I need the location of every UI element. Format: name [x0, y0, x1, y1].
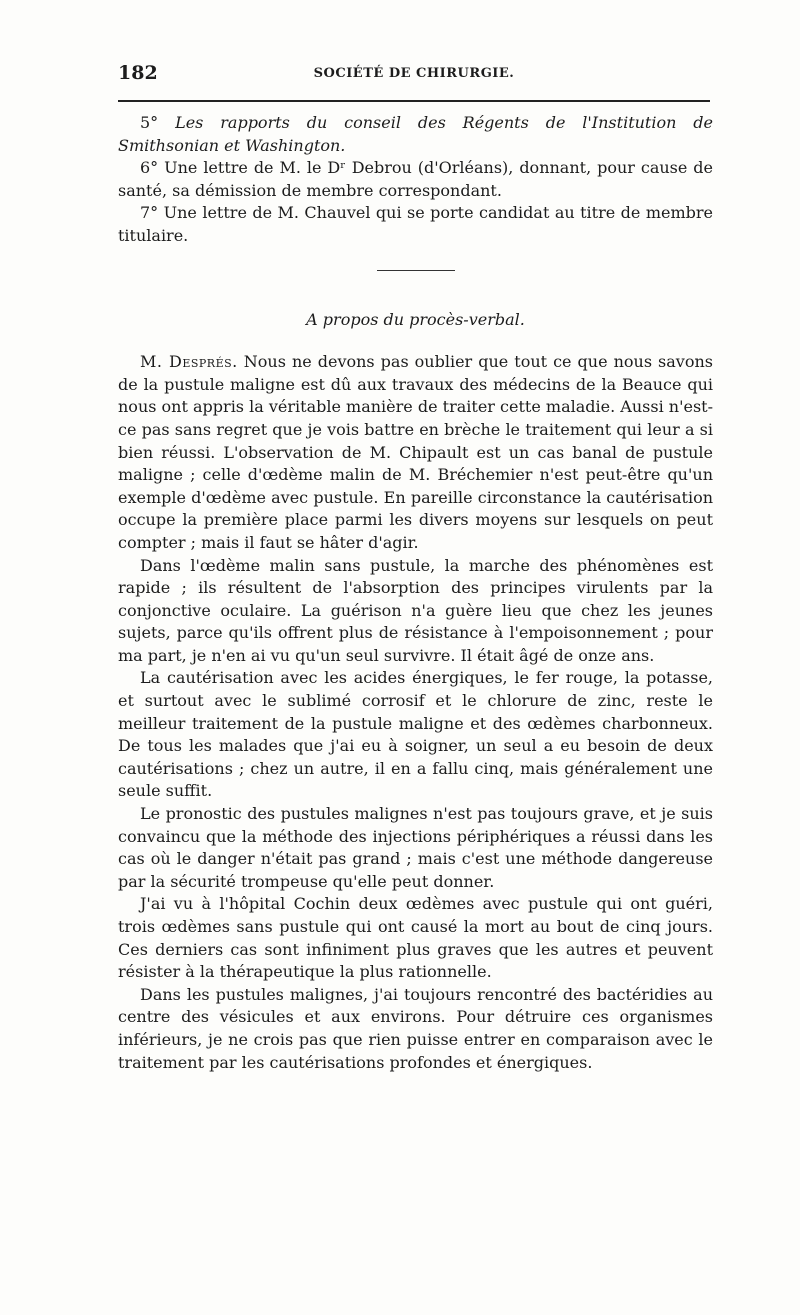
running-title: SOCIÉTÉ DE CHIRURGIE.	[313, 66, 515, 81]
paragraph: Le pronostic des pustules malignes n'est pas toujours grave, et je suis convaincu que la méthode des injections périphériques a réussi dans les cas où le danger n'était pas grand ; mais c'est une méthode dangereuse par la sécurité trompeuse qu'elle peut donner.	[118, 804, 713, 891]
list-item-text: Les rapports du conseil des Régents de l'Institution de Smithsonian et Washington.	[118, 113, 714, 155]
list-item-number: 5°	[140, 113, 159, 132]
list-item-number: 7°	[140, 203, 159, 223]
list-item-6	[118, 157, 713, 202]
list-item-number: 6°	[140, 158, 159, 178]
paragraph-text: Nous ne devons pas oublier que tout ce que nous savons de la pustule maligne est dû aux travaux des médecins de la Beauce qui nous ont appris la véritable manière de traiter cette maladie. Aussi n'est-ce pas sans regret que je vois battre en brèche le traitement qui leur a si bien réussi. L'observation de M. Chipault est un cas banal de pustule maligne ; celle d'œdème malin de M. Bréchemier n'est peut-être qu'un exemple d'œdème avec pustule. En pareille circonstance la cautérisation occupe la première place parmi les divers moyens sur lesquels on peut compter ; mais il faut se hâter d'agir.	[118, 352, 713, 552]
section-title: A propos du procès-verbal.	[306, 309, 525, 329]
list-item-5	[118, 112, 713, 157]
paragraph	[118, 351, 713, 554]
paragraph: Dans l'œdème malin sans pustule, la marche des phénomènes est rapide ; ils résultent de l'absorption des principes virulents par la conjonctive oculaire. La guérison n'a guère lieu que chez les jeunes sujets, parce qu'ils offrent plus de résistance à l'empoisonnement ; pour ma part, je n'en ai vu qu'un seul survivre. Il était âgé de onze ans.	[118, 555, 713, 665]
header-rule	[118, 100, 710, 102]
page-body	[118, 112, 713, 1074]
paragraph: La cautérisation avec les acides énergiques, le fer rouge, la potasse, et surtout avec le sublimé corrosif et le chlorure de zinc, reste le meilleur traitement de la pustule maligne et des œdèmes charbonneux. De tous les malades que j'ai eu à soigner, un seul a eu besoin de deux cautérisations ; chez un autre, il en a fallu cinq, mais généralement une seule suffit.	[118, 668, 713, 801]
paragraph: Dans les pustules malignes, j'ai toujours rencontré des bactéridies au centre des vésicules et aux environs. Pour détruire ces organismes inférieurs, je ne crois pas que rien puisse entrer en comparaison avec le traitement par les cautérisations profondes et énergiques.	[118, 984, 713, 1072]
list-item-text: Une lettre de M. le Dʳ Debrou (d'Orléans), donnant, pour cause de santé, sa démission de membre correspondant.	[118, 158, 713, 200]
speaker-name: M. Després.	[140, 352, 238, 372]
list-item-7	[118, 202, 713, 247]
paragraph: J'ai vu à l'hôpital Cochin deux œdèmes avec pustule qui ont guéri, trois œdèmes sans pustule qui ont causé la mort au bout de cinq jours. Ces derniers cas sont infiniment plus graves que les autres et peuvent résister à la thérapeutique la plus rationnelle.	[118, 894, 713, 982]
page-number: 182	[118, 62, 158, 84]
page-header	[118, 62, 710, 90]
section-divider	[377, 270, 455, 271]
list-item-text: Une lettre de M. Chauvel qui se porte candidat au titre de membre titulaire.	[118, 203, 713, 245]
